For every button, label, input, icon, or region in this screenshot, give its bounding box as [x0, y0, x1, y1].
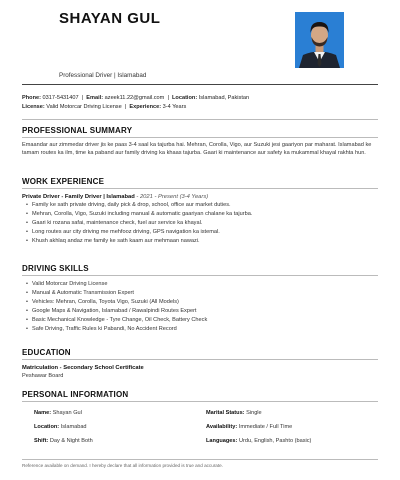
- personal-availability: [206, 420, 378, 434]
- job-title: [22, 193, 378, 201]
- personal-availability-value: Immediate / Full Time: [238, 424, 293, 430]
- skills-list: [22, 280, 378, 334]
- candidate-subtitle: Professional Driver | Islamabad: [59, 72, 147, 79]
- job-role: Private Driver - Family Driver | Islamabad: [22, 194, 135, 200]
- contact-divider: [22, 119, 378, 120]
- list-item: • Gaari ki rozana safai, maintenance check, fuel aur service ka khayal.: [32, 219, 378, 228]
- contact-info: [22, 94, 382, 112]
- contact-line-2: License: Valid Motorcar Driving License | Experience: 3-4 Years: [22, 104, 187, 111]
- skills-heading: DRIVING SKILLS: [22, 264, 378, 276]
- list-item: • Basic Mechanical Knowledge - Tyre Change, Oil Check, Battery Check: [32, 316, 378, 325]
- personal-languages: [206, 434, 378, 448]
- list-item: • Vehicles: Mehran, Corolla, Toyota Vigo, Suzuki (All Models): [32, 298, 378, 307]
- location-label: Location:: [172, 95, 198, 101]
- personal-location-label: Location:: [34, 424, 60, 430]
- location-value: Islamabad, Pakistan: [198, 95, 250, 101]
- license-value: Valid Motorcar Driving License: [46, 104, 122, 111]
- personal-marital-value: Single: [246, 410, 262, 416]
- personal-location: [34, 420, 206, 434]
- personal-section: [22, 390, 378, 448]
- education-board: Peshawar Board: [22, 373, 64, 379]
- education-heading: EDUCATION: [22, 348, 378, 360]
- list-item: • Safe Driving, Traffic Rules ki Pabandi, No Accident Record: [32, 325, 378, 334]
- job-dates: - 2021 - Present (3-4 Years): [134, 194, 209, 200]
- profile-photo-icon: [295, 12, 344, 68]
- header-divider: [22, 84, 378, 85]
- personal-name-value: Shayan Gul: [52, 410, 82, 416]
- summary-section: [22, 126, 378, 157]
- experience-value: 3-4 Years: [162, 104, 187, 111]
- experience-section: [22, 177, 378, 246]
- personal-shift-value: Day & Night Both: [49, 438, 93, 444]
- personal-languages-label: Languages:: [206, 438, 238, 444]
- list-item: • Long routes aur city driving me mehfooz driving, GPS navigation ka istemal.: [32, 228, 378, 237]
- personal-availability-label: Availability:: [206, 424, 238, 430]
- contact-line-1: Phone: 0317-5431407 | Email: azeek11.22@gmail.com | Location: Islamabad, Pakistan: [22, 95, 250, 101]
- summary-text: Emaandar aur zimmedar driver jis ke paas 3-4 saal ka tajurba hai. Mehran, Corolla, Vigo, aur Suzuki jesi gaariyon par maharat. Islamabad ke tamam routes ka ilm, time ka paband aur family driving ka khaas tajurba. Gaari ki maintenance aur safety ka mukammal khayal rakhta hun.: [22, 142, 372, 156]
- list-item: • Khush akhlaq andaz me family ke sath kaam aur mehmaan nawazi.: [32, 237, 378, 246]
- personal-shift: [34, 434, 206, 448]
- candidate-name: SHAYAN GUL: [59, 10, 161, 27]
- email-value: azeek11.22@gmail.com: [104, 95, 165, 101]
- phone-value: 0317-5431407: [42, 95, 79, 101]
- experience-label: Experience:: [129, 104, 162, 111]
- license-label: License:: [22, 104, 45, 111]
- personal-shift-label: Shift:: [34, 438, 49, 444]
- list-item: • Family ke sath private driving, daily pick & drop, school, office aur market duties.: [32, 201, 378, 210]
- personal-marital-label: Marital Status:: [206, 410, 245, 416]
- phone-label: Phone:: [22, 95, 41, 101]
- summary-heading: PROFESSIONAL SUMMARY: [22, 126, 378, 138]
- personal-name: [34, 406, 206, 420]
- footer-note: Reference available on demand. I hereby declare that all information provided is true and accurate.: [22, 459, 378, 468]
- experience-list: [22, 201, 378, 246]
- personal-location-value: Islamabad: [60, 424, 87, 430]
- profile-photo: [295, 12, 344, 68]
- personal-languages-value: Urdu, English, Pashto (basic): [238, 438, 312, 444]
- education-degree: Matriculation - Secondary School Certificate: [22, 365, 144, 371]
- personal-name-label: Name:: [34, 410, 52, 416]
- personal-info-grid: [22, 406, 378, 448]
- list-item: • Google Maps & Navigation, Islamabad / Rawalpindi Routes Expert: [32, 307, 378, 316]
- resume-header: [22, 0, 378, 90]
- email-label: Email:: [86, 95, 104, 101]
- personal-marital: [206, 406, 378, 420]
- education-section: [22, 348, 378, 380]
- list-item: • Mehran, Corolla, Vigo, Suzuki including manual & automatic gaariyan chalane ka tajurba.: [32, 210, 378, 219]
- personal-heading: PERSONAL INFORMATION: [22, 390, 378, 402]
- list-item: • Manual & Automatic Transmission Expert: [32, 289, 378, 298]
- skills-section: [22, 264, 378, 334]
- list-item: • Valid Motorcar Driving License: [32, 280, 378, 289]
- experience-heading: WORK EXPERIENCE: [22, 177, 378, 189]
